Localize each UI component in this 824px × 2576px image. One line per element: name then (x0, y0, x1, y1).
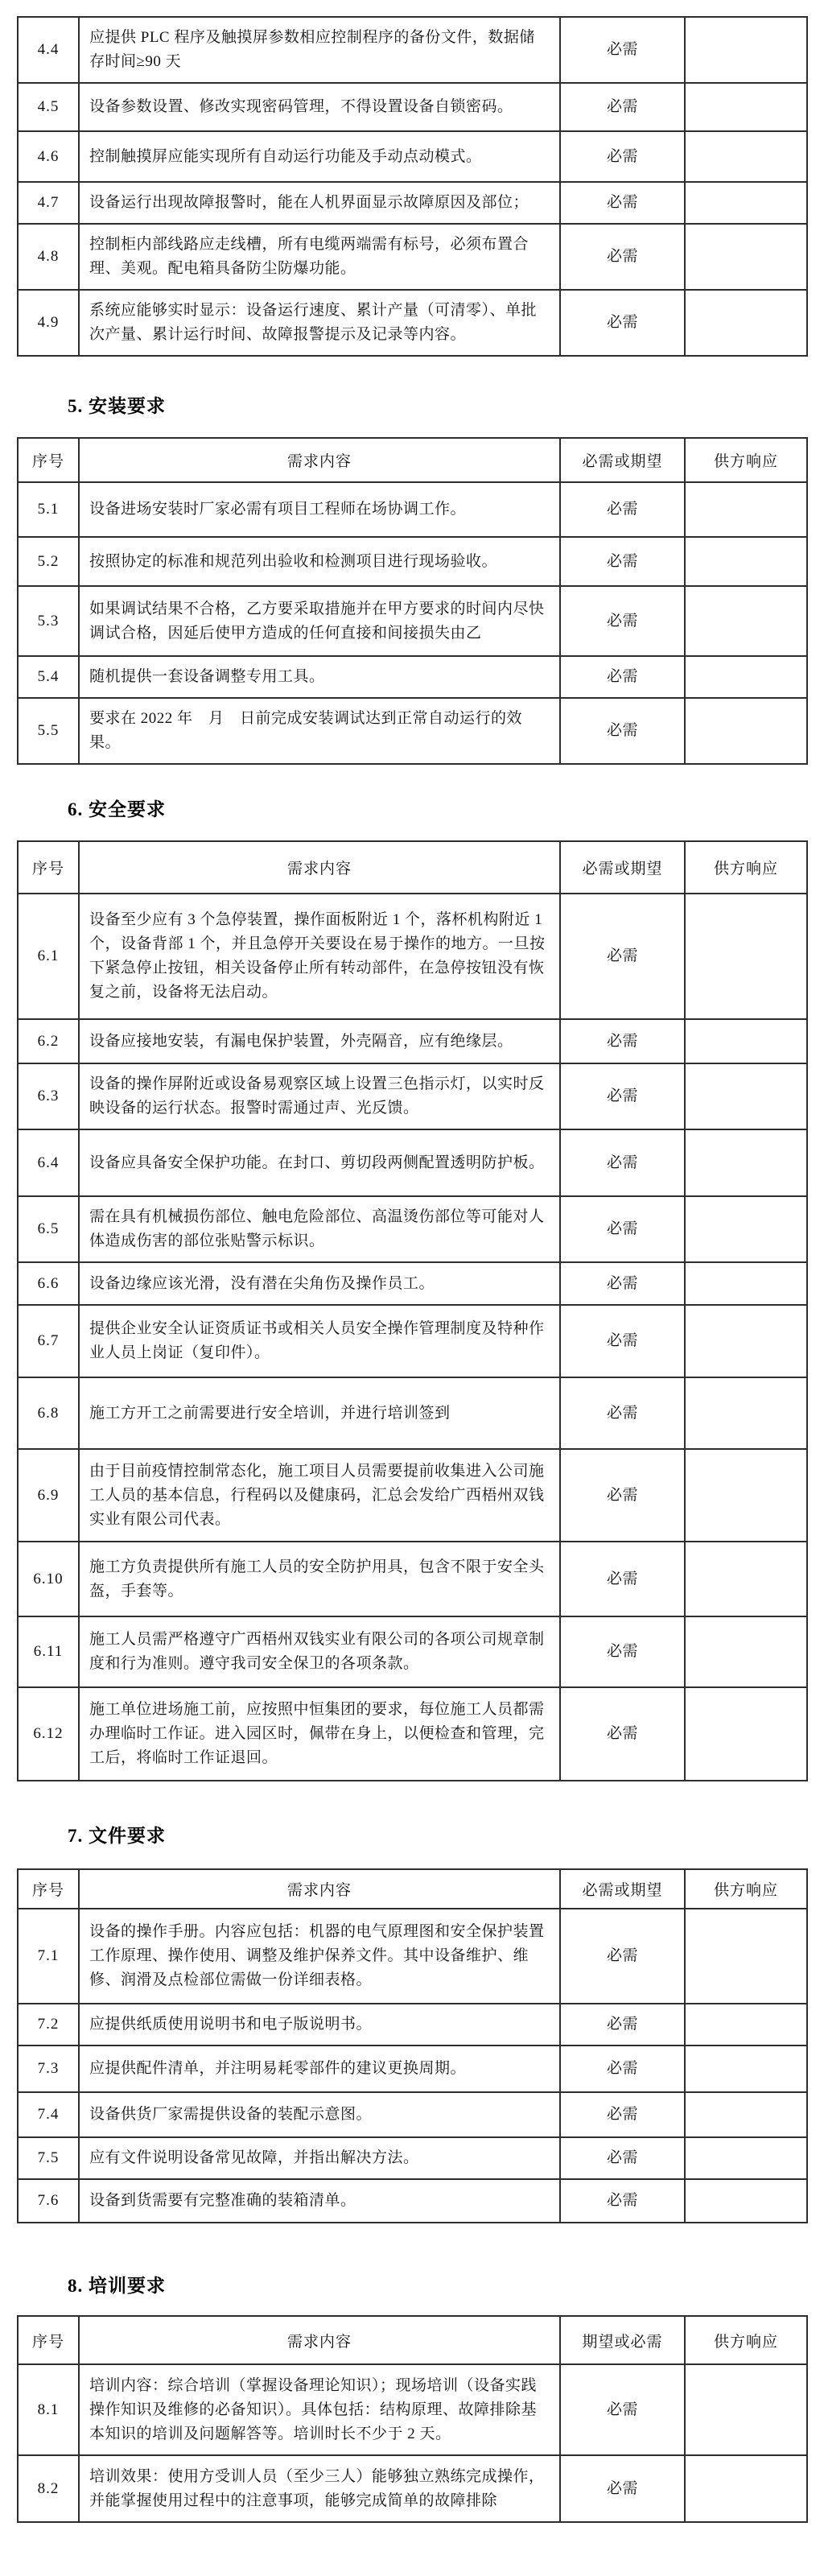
row-number-cell: 6.6 (18, 1262, 79, 1305)
table-row (18, 482, 807, 537)
supplier-response-cell (685, 1377, 807, 1449)
col-header-content: 需求内容 (79, 841, 560, 894)
col-header-content: 需求内容 (79, 438, 560, 482)
requirement-level-cell: 必需 (560, 1196, 685, 1262)
table-row (18, 1063, 807, 1129)
table-row (18, 224, 807, 290)
requirement-level-cell: 必需 (560, 656, 685, 698)
requirement-content-cell: 按照协定的标准和规范列出验收和检测项目进行现场验收。 (79, 537, 560, 586)
table-row (18, 2364, 807, 2455)
table-row (18, 131, 807, 182)
requirement-content-cell: 设备至少应有 3 个急停装置，操作面板附近 1 个，落杯机构附近 1 个，设备背部 1 个，并且急停开关要设在易于操作的地方。一旦按下紧急停止按钮，相关设备停止所有转动部件，在急停按钮没有恢复之前，设备将无法启动。 (79, 894, 560, 1019)
requirement-level-cell: 必需 (560, 1909, 685, 2004)
col-header-requirement: 必需或期望 (560, 841, 685, 894)
requirement-content-cell: 控制柜内部线路应走线槽，所有电缆两端需有标号，必须布置合理、美观。配电箱具备防尘防爆功能。 (79, 224, 560, 290)
supplier-response-cell (685, 2137, 807, 2179)
requirement-level-cell: 必需 (560, 224, 685, 290)
row-number-cell: 6.7 (18, 1305, 79, 1377)
table-row (18, 1449, 807, 1542)
requirement-content-cell: 应有文件说明设备常见故障，并指出解决方法。 (79, 2137, 560, 2179)
supplier-response-cell (685, 224, 807, 290)
row-number-cell: 6.11 (18, 1616, 79, 1687)
requirement-level-cell: 必需 (560, 1129, 685, 1196)
table-row (18, 2455, 807, 2522)
row-number-cell: 4.6 (18, 131, 79, 182)
requirement-level-cell: 必需 (560, 83, 685, 131)
row-number-cell: 4.8 (18, 224, 79, 290)
requirement-level-cell: 必需 (560, 1616, 685, 1687)
supplier-response-cell (685, 482, 807, 537)
requirements-table-safety (17, 840, 808, 1781)
supplier-response-cell (685, 2046, 807, 2092)
requirement-level-cell: 必需 (560, 2364, 685, 2455)
col-header-response: 供方响应 (685, 841, 807, 894)
row-number-cell: 7.4 (18, 2092, 79, 2137)
row-number-cell: 4.4 (18, 17, 79, 83)
table-row (18, 1377, 807, 1449)
requirement-level-cell: 必需 (560, 2092, 685, 2137)
requirement-level-cell: 必需 (560, 537, 685, 586)
col-header-response: 供方响应 (685, 438, 807, 482)
row-number-cell: 5.5 (18, 698, 79, 764)
table-row (18, 290, 807, 356)
row-number-cell: 4.7 (18, 182, 79, 224)
table-row (18, 537, 807, 586)
table-row (18, 2137, 807, 2179)
row-number-cell: 8.2 (18, 2455, 79, 2522)
requirements-table-installation (17, 437, 808, 765)
row-number-cell: 6.3 (18, 1063, 79, 1129)
supplier-response-cell (685, 2364, 807, 2455)
supplier-response-cell (685, 1196, 807, 1262)
requirements-table-training (17, 2315, 808, 2523)
requirement-content-cell: 施工方负责提供所有施工人员的安全防护用具，包含不限于安全头盔，手套等。 (79, 1542, 560, 1616)
col-header-content: 需求内容 (79, 1869, 560, 1909)
requirement-content-cell: 设备运行出现故障报警时，能在人机界面显示故障原因及部位； (79, 182, 560, 224)
requirement-level-cell: 必需 (560, 131, 685, 182)
table-header-row (18, 2316, 807, 2364)
table-row (18, 2179, 807, 2223)
requirement-level-cell: 必需 (560, 1305, 685, 1377)
requirement-level-cell: 必需 (560, 894, 685, 1019)
row-number-cell: 7.6 (18, 2179, 79, 2223)
table-row (18, 2004, 807, 2046)
requirement-level-cell: 必需 (560, 698, 685, 764)
row-number-cell: 5.4 (18, 656, 79, 698)
supplier-response-cell (685, 1542, 807, 1616)
section-heading: 6. 安全要求 (68, 799, 166, 819)
table-row (18, 2092, 807, 2137)
table-row (18, 1196, 807, 1262)
col-header-no: 序号 (18, 1869, 79, 1909)
supplier-response-cell (685, 656, 807, 698)
supplier-response-cell (685, 1019, 807, 1063)
table-row (18, 656, 807, 698)
table-row (18, 1262, 807, 1305)
requirement-content-cell: 需在具有机械损伤部位、触电危险部位、高温烫伤部位等可能对人体造成伤害的部位张贴警示标识。 (79, 1196, 560, 1262)
requirement-level-cell: 必需 (560, 182, 685, 224)
supplier-response-cell (685, 1129, 807, 1196)
row-number-cell: 6.1 (18, 894, 79, 1019)
section-4-continued (0, 16, 824, 357)
requirement-content-cell: 设备应接地安装，有漏电保护装置，外壳隔音，应有绝缘层。 (79, 1019, 560, 1063)
row-number-cell: 5.1 (18, 482, 79, 537)
supplier-response-cell (685, 2004, 807, 2046)
table-row (18, 1616, 807, 1687)
section-7-documents (0, 1825, 824, 2223)
col-header-requirement: 必需或期望 (560, 438, 685, 482)
row-number-cell: 5.2 (18, 537, 79, 586)
table-row (18, 698, 807, 764)
supplier-response-cell (685, 1687, 807, 1781)
table-row (18, 17, 807, 83)
table-header-row (18, 1869, 807, 1909)
requirement-content-cell: 控制触摸屏应能实现所有自动运行功能及手动点动模式。 (79, 131, 560, 182)
supplier-response-cell (685, 1909, 807, 2004)
col-header-response: 供方响应 (685, 2316, 807, 2364)
requirements-table-documents (17, 1868, 808, 2223)
supplier-response-cell (685, 17, 807, 83)
requirement-content-cell: 系统应能够实时显示：设备运行速度、累计产量（可清零）、单批次产量、累计运行时间、故障报警提示及记录等内容。 (79, 290, 560, 356)
requirement-level-cell: 必需 (560, 2179, 685, 2223)
section-heading: 7. 文件要求 (68, 1826, 166, 1846)
row-number-cell: 7.2 (18, 2004, 79, 2046)
requirement-content-cell: 由于目前疫情控制常态化，施工项目人员需要提前收集进入公司施工人员的基本信息，行程码以及健康码，汇总会发给广西梧州双钱实业有限公司代表。 (79, 1449, 560, 1542)
row-number-cell: 6.2 (18, 1019, 79, 1063)
requirement-level-cell: 必需 (560, 1063, 685, 1129)
row-number-cell: 4.9 (18, 290, 79, 356)
requirement-content-cell: 应提供配件清单，并注明易耗零部件的建议更换周期。 (79, 2046, 560, 2092)
supplier-response-cell (685, 1449, 807, 1542)
requirement-level-cell: 必需 (560, 1262, 685, 1305)
row-number-cell: 4.5 (18, 83, 79, 131)
requirement-level-cell: 必需 (560, 2137, 685, 2179)
col-header-no: 序号 (18, 841, 79, 894)
requirement-content-cell: 设备的操作屏附近或设备易观察区域上设置三色指示灯，以实时反映设备的运行状态。报警时需通过声、光反馈。 (79, 1063, 560, 1129)
requirement-content-cell: 施工人员需严格遵守广西梧州双钱实业有限公司的各项公司规章制度和行为准则。遵守我司安全保卫的各项条款。 (79, 1616, 560, 1687)
requirement-content-cell: 设备边缘应该光滑，没有潜在尖角伤及操作员工。 (79, 1262, 560, 1305)
requirement-content-cell: 应提供纸质使用说明书和电子版说明书。 (79, 2004, 560, 2046)
table-row (18, 894, 807, 1019)
row-number-cell: 7.5 (18, 2137, 79, 2179)
requirement-level-cell: 必需 (560, 1687, 685, 1781)
requirement-content-cell: 设备进场安装时厂家必需有项目工程师在场协调工作。 (79, 482, 560, 537)
requirement-level-cell: 必需 (560, 2455, 685, 2522)
requirement-level-cell: 必需 (560, 1019, 685, 1063)
table-row (18, 1909, 807, 2004)
requirement-content-cell: 培训内容：综合培训（掌握设备理论知识）；现场培训（设备实践操作知识及维修的必备知识）。具体包括：结构原理、故障排除基本知识的培训及问题解答等。培训时长不少于 2 天。 (79, 2364, 560, 2455)
row-number-cell: 8.1 (18, 2364, 79, 2455)
col-header-requirement: 期望或必需 (560, 2316, 685, 2364)
requirement-content-cell: 随机提供一套设备调整专用工具。 (79, 656, 560, 698)
requirement-level-cell: 必需 (560, 17, 685, 83)
requirement-content-cell: 设备供货厂家需提供设备的装配示意图。 (79, 2092, 560, 2137)
requirements-table-section4 (17, 16, 808, 357)
supplier-response-cell (685, 586, 807, 656)
table-header-row (18, 841, 807, 894)
supplier-response-cell (685, 1063, 807, 1129)
row-number-cell: 6.5 (18, 1196, 79, 1262)
supplier-response-cell (685, 182, 807, 224)
requirement-level-cell: 必需 (560, 586, 685, 656)
requirement-content-cell: 设备到货需要有完整准确的装箱清单。 (79, 2179, 560, 2223)
table-row (18, 1305, 807, 1377)
table-row (18, 586, 807, 656)
table-row (18, 2046, 807, 2092)
table-row (18, 1129, 807, 1196)
supplier-response-cell (685, 2455, 807, 2522)
section-8-training (0, 2275, 824, 2523)
requirement-content-cell: 设备应具备安全保护功能。在封口、剪切段两侧配置透明防护板。 (79, 1129, 560, 1196)
requirement-content-cell: 培训效果：使用方受训人员（至少三人）能够独立熟练完成操作，并能掌握使用过程中的注意事项，能够完成简单的故障排除 (79, 2455, 560, 2522)
supplier-response-cell (685, 1305, 807, 1377)
requirement-content-cell: 如果调试结果不合格，乙方要采取措施并在甲方要求的时间内尽快调试合格，因延后使甲方造成的任何直接和间接损失由乙 (79, 586, 560, 656)
requirement-content-cell: 施工单位进场施工前，应按照中恒集团的要求，每位施工人员都需办理临时工作证。进入园区时，佩带在身上，以便检查和管理，完工后，将临时工作证退回。 (79, 1687, 560, 1781)
col-header-response: 供方响应 (685, 1869, 807, 1909)
supplier-response-cell (685, 537, 807, 586)
table-row (18, 83, 807, 131)
row-number-cell: 6.8 (18, 1377, 79, 1449)
supplier-response-cell (685, 1262, 807, 1305)
section-6-safety (0, 799, 824, 1781)
requirement-level-cell: 必需 (560, 2046, 685, 2092)
requirement-content-cell: 应提供 PLC 程序及触摸屏参数相应控制程序的备份文件，数据储存时间≥90 天 (79, 17, 560, 83)
requirement-level-cell: 必需 (560, 1377, 685, 1449)
requirement-level-cell: 必需 (560, 1449, 685, 1542)
col-header-no: 序号 (18, 2316, 79, 2364)
section-heading: 8. 培训要求 (68, 2276, 166, 2296)
row-number-cell: 6.9 (18, 1449, 79, 1542)
table-row (18, 1687, 807, 1781)
requirement-content-cell: 设备的操作手册。内容应包括：机器的电气原理图和安全保护装置工作原理、操作使用、调整及维护保养文件。其中设备维护、维修、润滑及点检部位需做一份详细表格。 (79, 1909, 560, 2004)
requirement-content-cell: 提供企业安全认证资质证书或相关人员安全操作管理制度及特种作业人员上岗证（复印件）。 (79, 1305, 560, 1377)
requirement-level-cell: 必需 (560, 290, 685, 356)
table-row (18, 1542, 807, 1616)
table-header-row (18, 438, 807, 482)
supplier-response-cell (685, 83, 807, 131)
requirement-level-cell: 必需 (560, 2004, 685, 2046)
supplier-response-cell (685, 2092, 807, 2137)
row-number-cell: 6.4 (18, 1129, 79, 1196)
row-number-cell: 6.10 (18, 1542, 79, 1616)
section-5-installation (0, 395, 824, 765)
supplier-response-cell (685, 1616, 807, 1687)
requirement-content-cell: 要求在 2022 年 月 日前完成安装调试达到正常自动运行的效果。 (79, 698, 560, 764)
supplier-response-cell (685, 2179, 807, 2223)
row-number-cell: 6.12 (18, 1687, 79, 1781)
col-header-requirement: 必需或期望 (560, 1869, 685, 1909)
col-header-content: 需求内容 (79, 2316, 560, 2364)
row-number-cell: 5.3 (18, 586, 79, 656)
supplier-response-cell (685, 131, 807, 182)
section-heading: 5. 安装要求 (68, 396, 166, 416)
requirement-level-cell: 必需 (560, 1542, 685, 1616)
table-row (18, 1019, 807, 1063)
supplier-response-cell (685, 698, 807, 764)
col-header-no: 序号 (18, 438, 79, 482)
supplier-response-cell (685, 290, 807, 356)
requirement-content-cell: 施工方开工之前需要进行安全培训，并进行培训签到 (79, 1377, 560, 1449)
requirement-level-cell: 必需 (560, 482, 685, 537)
requirement-content-cell: 设备参数设置、修改实现密码管理，不得设置设备自锁密码。 (79, 83, 560, 131)
row-number-cell: 7.3 (18, 2046, 79, 2092)
table-row (18, 182, 807, 224)
supplier-response-cell (685, 894, 807, 1019)
row-number-cell: 7.1 (18, 1909, 79, 2004)
